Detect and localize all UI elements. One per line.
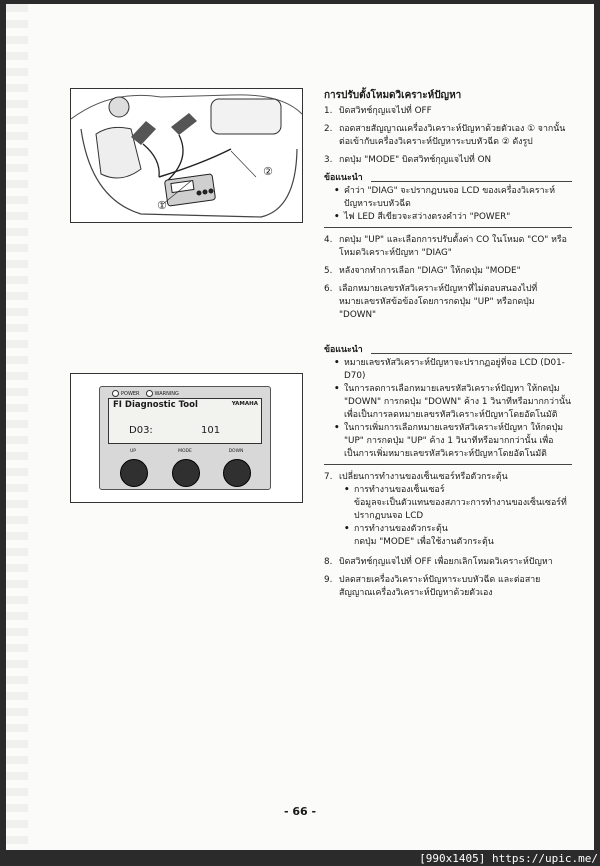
page-number: - 66 - — [283, 805, 317, 818]
section-title: การปรับตั้งโหมดวิเคราะห์ปัญหา — [324, 90, 462, 101]
power-led-label: POWER — [121, 391, 140, 397]
actuator-operation-text: กดปุ่ม "MODE" เพื่อใช้งานตัวกระตุ้น — [354, 537, 494, 547]
brand-logo: YAMAHA — [231, 401, 258, 407]
up-button[interactable] — [120, 459, 148, 487]
mode-button[interactable] — [172, 459, 200, 487]
mode-button-label: MODE — [178, 449, 192, 454]
sensor-operation-text: ข้อมูลจะเป็นตัวแทนของสภาวะการทำงานของเซ็นเซอร์ที่ปรากฏบนจอ LCD — [354, 498, 567, 521]
instruction-column — [324, 89, 572, 605]
note-divider — [324, 227, 572, 228]
down-button-label: DOWN — [228, 449, 244, 454]
callout-1: ① — [157, 199, 167, 212]
figure-diagnostic-tool — [70, 373, 303, 503]
step-4: 4. กดปุ่ม "UP" และเลือกการปรับตั้งค่า CO ในโหมด "CO" หรือโหมดวิเคราะห์ปัญหา "DIAG" — [324, 235, 567, 258]
lcd-screen — [108, 398, 262, 444]
note-box-1 — [324, 172, 572, 228]
note-item: • คำว่า "DIAG" จะปรากฏบนจอ LCD ของเครื่องวิเคราะห์ปัญหาระบบหัวฉีด — [324, 185, 572, 211]
lcd-title: FI Diagnostic Tool — [113, 400, 198, 410]
note-item: • ในการเพิ่มการเลือกหมายเลขรหัสวิเคราะห์ปัญหา ให้กดปุ่ม "UP" การกดปุ่ม "UP" ค้าง 1 วินาทีหรือมากกว่านั้น เพื่อเป็นการเพิ่มหมายเลขรหัสวิเคราะห์ปัญหาโดยอัตโนมัติ — [324, 422, 572, 461]
step-9: 9. ปลดสายเครื่องวิเคราะห์ปัญหาระบบหัวฉีด และต่อสายสัญญาณเครื่องวิเคราะห์ปัญหาด้วยตัวเอง — [324, 575, 541, 598]
image-source-footer: [990x1405] https://upic.me/ — [419, 852, 598, 865]
callout-2: ② — [263, 165, 273, 178]
led-row — [112, 390, 179, 397]
manual-page — [6, 4, 594, 850]
binding-edge — [6, 4, 28, 850]
actuator-operation-title: • การทำงานของตัวกระตุ้น — [324, 523, 572, 536]
note-title: ข้อแนะนำ — [324, 172, 572, 185]
up-button-label: UP — [129, 449, 136, 454]
lcd-value: 101 — [201, 425, 221, 436]
down-button[interactable] — [223, 459, 251, 487]
figure-tool-connection — [70, 88, 303, 223]
step-8: 8. บิดสวิทช์กุญแจไปที่ OFF เพื่อยกเลิกโหมดวิเคราะห์ปัญหา — [324, 557, 553, 567]
note-title: ข้อแนะนำ — [324, 344, 572, 357]
note-item: • หมายเลขรหัสวิเคราะห์ปัญหาจะปรากฏอยู่ที่จอ LCD (D01-D70) — [324, 357, 572, 383]
step-6: 6. เลือกหมายเลขรหัสวิเคราะห์ปัญหาที่ไม่ตอบสนองไปที่หมายเลขรหัสข้อข้องโดยการกดปุ่ม "UP" หรือกดปุ่ม "DOWN" — [324, 284, 538, 320]
warning-led-label: WARNING — [154, 391, 179, 397]
note-divider — [324, 464, 572, 465]
step-7: 7. เปลี่ยนการทำงานของเซ็นเซอร์หรือตัวกระตุ้น — [324, 472, 508, 482]
step-2: 2. ถอดสายสัญญาณเครื่องวิเคราะห์ปัญหาด้วยตัวเอง ① จากนั้นต่อเข้ากับเครื่องวิเคราะห์ปัญหาระบบหัวฉีด ② ดังรูป — [324, 124, 566, 147]
warning-led-icon — [146, 390, 153, 397]
step-3: 3. กดปุ่ม "MODE" บิดสวิทช์กุญแจไปที่ ON — [324, 155, 492, 165]
diagnostic-tool — [99, 386, 271, 490]
sensor-operation-title: • การทำงานของเซ็นเซอร์ — [324, 484, 572, 497]
note-item: • ไฟ LED สีเขียวจะสว่างตรงคำว่า "POWER" — [324, 211, 572, 224]
note-item: • ในการลดการเลือกหมายเลขรหัสวิเคราะห์ปัญหา ให้กดปุ่ม "DOWN" การกดปุ่ม "DOWN" ค้าง 1 วินาทีหรือมากกว่านั้น เพื่อเป็นการลดหมายเลขรหัสวิเคราะห์ปัญหาโดยอัตโนมัติ — [324, 383, 572, 422]
power-led-icon — [112, 390, 119, 397]
lcd-code: D03: — [129, 425, 153, 436]
note-box-2 — [324, 344, 572, 465]
step-5: 5. หลังจากทำการเลือก "DIAG" ให้กดปุ่ม "MODE" — [324, 266, 521, 276]
step-1: 1. บิดสวิทช์กุญแจไปที่ OFF — [324, 106, 432, 116]
engine-drawing — [71, 89, 302, 222]
